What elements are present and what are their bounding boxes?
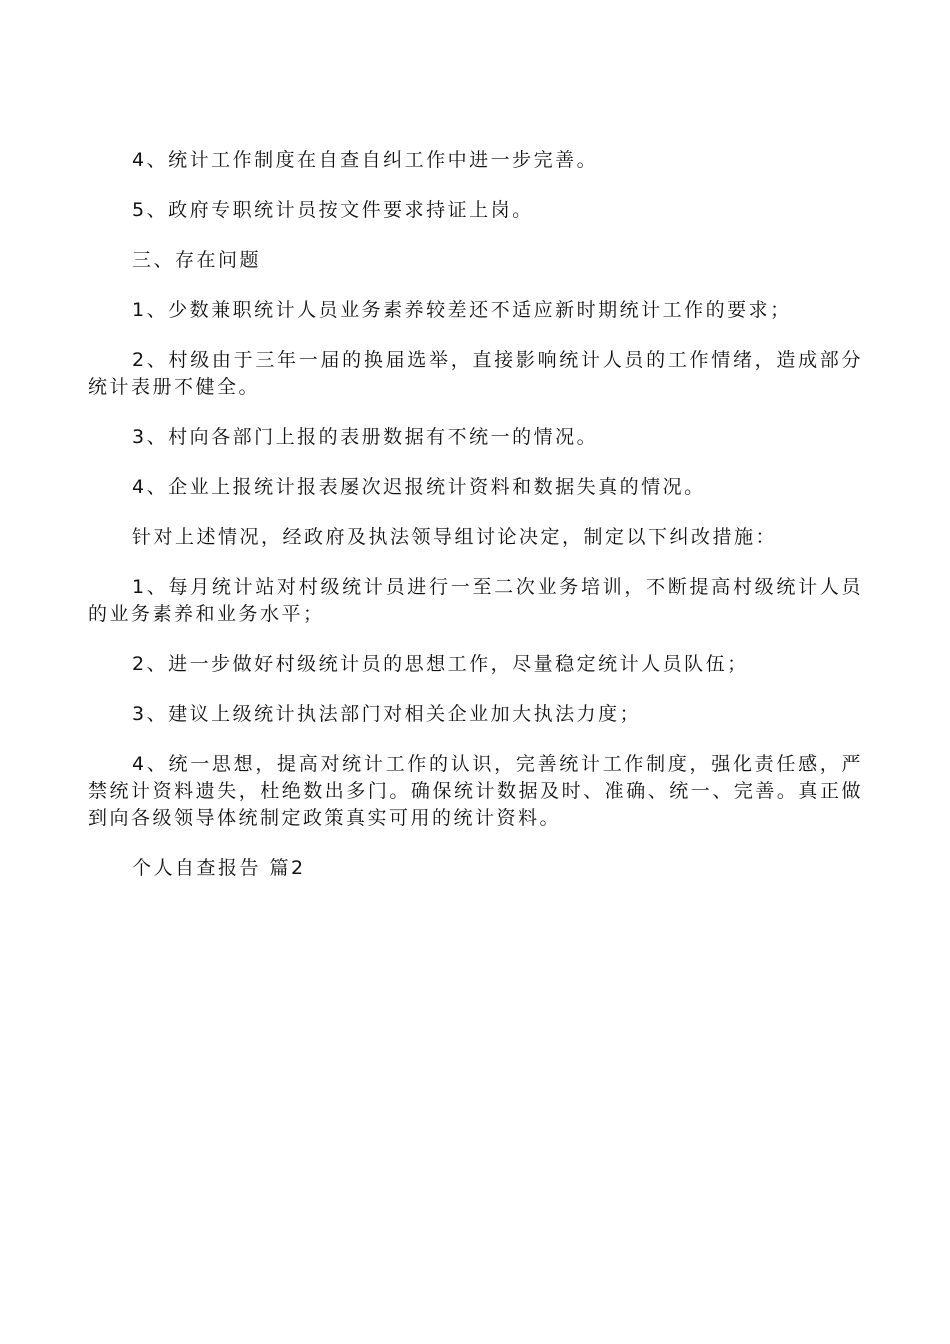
paragraph-problem-2: 2、村级由于三年一届的换届选举，直接影响统计人员的工作情绪，造成部分统计表册不健全。 [88,349,863,398]
paragraph-measure-2: 2、进一步做好村级统计员的思想工作，尽量稳定统计人员队伍； [132,653,749,675]
paragraph-measures-intro: 针对上述情况，经政府及执法领导组讨论决定，制定以下纠改措施： [132,526,778,548]
paragraph-item-5-certification: 5、政府专职统计员按文件要求持证上岗。 [132,199,534,221]
paragraph-problem-4: 4、企业上报统计报表屡次迟报统计资料和数据失真的情况。 [132,476,706,498]
document-body [88,147,863,905]
paragraph-measure-3: 3、建议上级统计执法部门对相关企业加大执法力度； [132,703,642,725]
section-title-report-2: 个人自查报告 篇2 [132,857,306,879]
paragraph-problem-1: 1、少数兼职统计人员业务素养较差还不适应新时期统计工作的要求； [132,299,792,321]
paragraph-problem-3: 3、村向各部门上报的表册数据有不统一的情况。 [132,426,599,448]
paragraph-item-4-system: 4、统计工作制度在自查自纠工作中进一步完善。 [132,149,599,171]
paragraph-measure-4: 4、统一思想，提高对统计工作的认识，完善统计工作制度，强化责任感，严禁统计资料遗失，杜绝数出多门。确保统计数据及时、准确、统一、完善。真正做到向各级领导体统制定政策真实可用的统计资料。 [88,753,863,829]
section-heading-problems: 三、存在问题 [132,249,262,271]
paragraph-measure-1: 1、每月统计站对村级统计员进行一至二次业务培训，不断提高村级统计人员的业务素养和业务水平； [88,576,863,625]
